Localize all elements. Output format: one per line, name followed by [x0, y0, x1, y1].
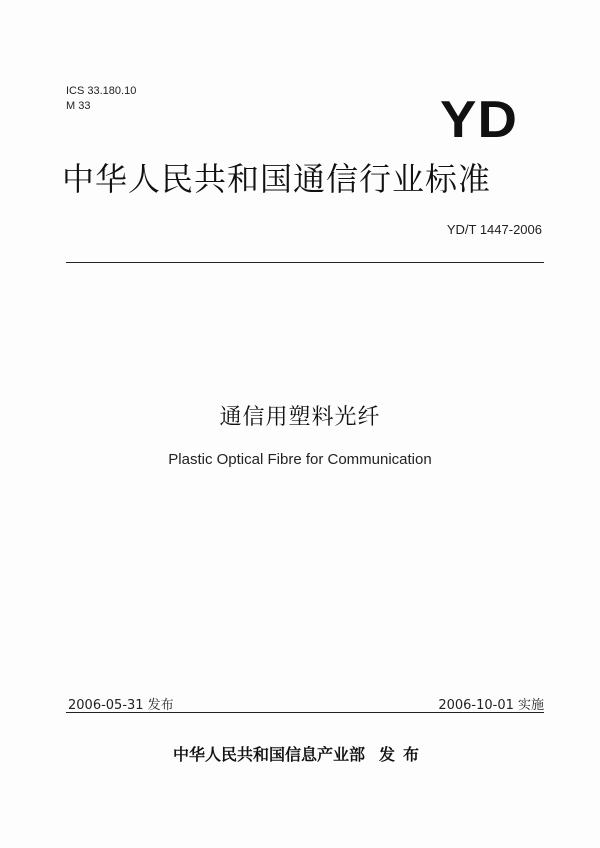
footer-divider [66, 712, 544, 713]
header-divider [66, 262, 544, 263]
implementation-date: 2006-10-01 实施 [438, 698, 544, 713]
yd-logo: YD [440, 91, 518, 149]
document-title-chinese: 通信用塑料光纤 [219, 405, 381, 430]
document-title-english: Plastic Optical Fibre for Communication [168, 451, 432, 468]
publish-label: 发布 [379, 745, 428, 764]
publisher-line [0, 742, 600, 765]
publisher-name: 中华人民共和国信息产业部 [172, 745, 365, 764]
ics-code: ICS 33.180.10 [66, 85, 137, 97]
standard-number: YD/T 1447-2006 [446, 222, 542, 237]
classification-codes [66, 84, 136, 114]
issue-date: 2006-05-31 发布 [68, 698, 174, 713]
ccs-code: M 33 [66, 100, 91, 112]
standard-category-title: 中华人民共和国通信行业标准 [62, 160, 492, 198]
